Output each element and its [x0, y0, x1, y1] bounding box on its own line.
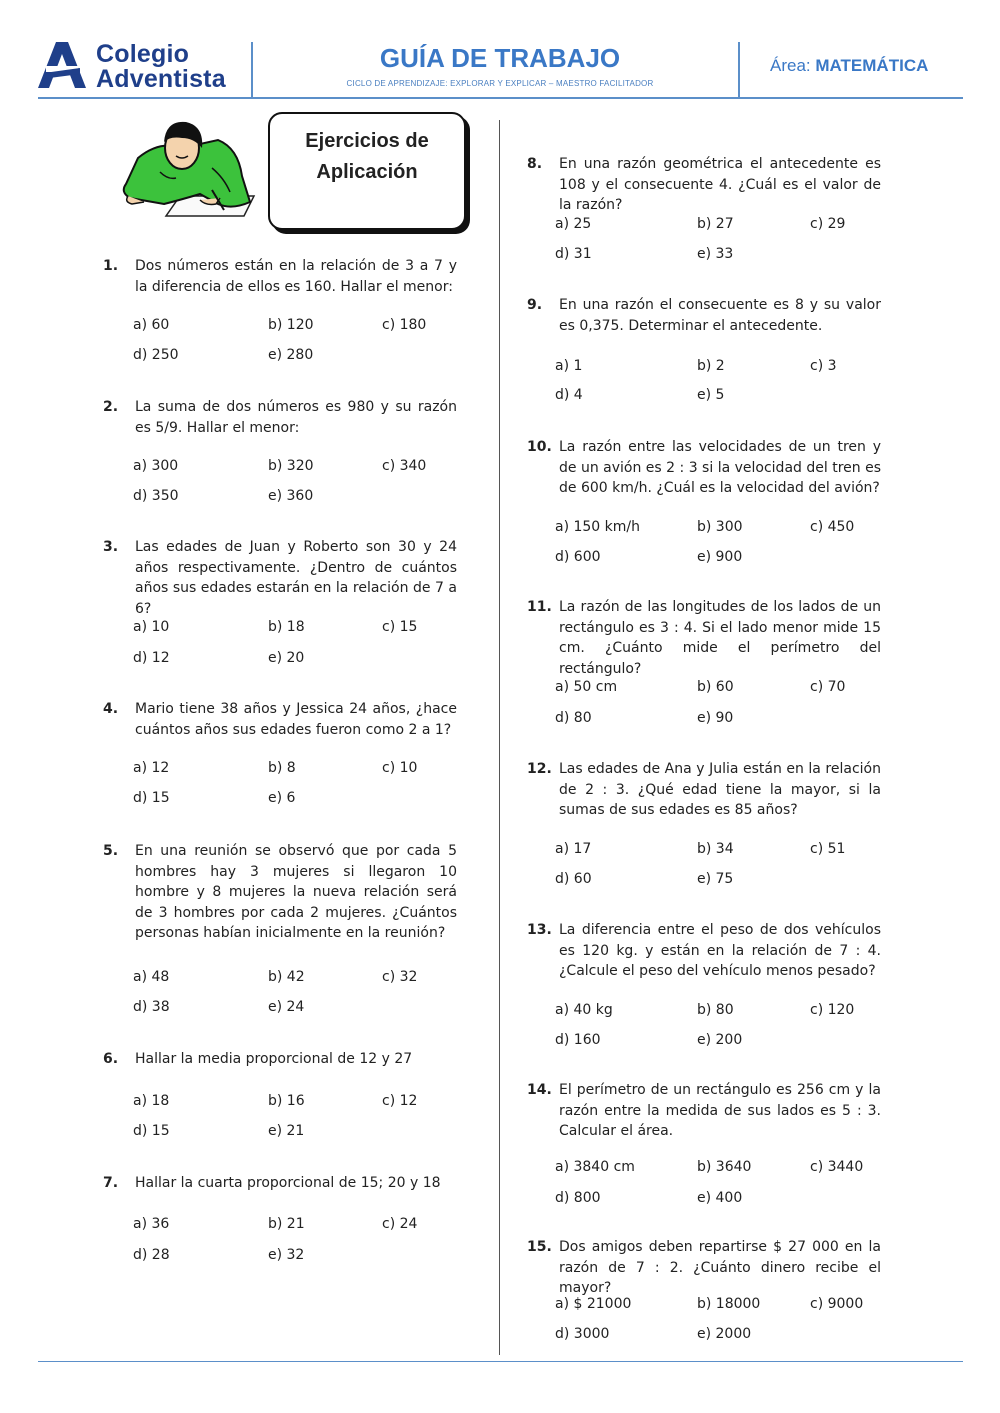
- answer-option[interactable]: e) 900: [697, 549, 743, 565]
- question-text: En una razón geométrica el antecedente es 108 y el consecuente 4. ¿Cuál es el valor de la razón?: [559, 156, 881, 213]
- question-number: 1.: [103, 258, 119, 274]
- question-text: Hallar la cuarta proporcional de 15; 20 y 18: [135, 1175, 441, 1191]
- question-text: El perímetro de un rectángulo es 256 cm y la razón entre la medida de sus lados es 5 : 3. Calcular el área.: [559, 1082, 881, 1139]
- logo-a-icon: [38, 42, 86, 88]
- question-number: 14.: [527, 1082, 552, 1098]
- answer-option[interactable]: e) 2000: [697, 1326, 752, 1342]
- answer-option[interactable]: e) 200: [697, 1032, 743, 1048]
- answer-option[interactable]: c) 180: [382, 317, 427, 333]
- answer-option[interactable]: e) 90: [697, 710, 734, 726]
- question-text: Las edades de Ana y Julia están en la relación de 2 : 3. ¿Qué edad tiene la mayor, si la sumas de sus edades es 85 años?: [559, 761, 881, 818]
- column-divider: [499, 120, 500, 1355]
- question-number: 6.: [103, 1051, 119, 1067]
- answer-option[interactable]: c) 3440: [810, 1159, 864, 1175]
- question-number: 2.: [103, 399, 119, 415]
- answer-option[interactable]: a) 3840 cm: [555, 1159, 635, 1175]
- answer-option[interactable]: b) 300: [697, 519, 743, 535]
- answer-option[interactable]: e) 75: [697, 871, 734, 887]
- answer-option[interactable]: c) 12: [382, 1093, 418, 1109]
- footer-rule: [38, 1361, 963, 1362]
- answer-option[interactable]: c) 29: [810, 216, 846, 232]
- answer-option[interactable]: a) 40 kg: [555, 1002, 613, 1018]
- header-rule: [38, 97, 963, 99]
- answer-option[interactable]: e) 20: [268, 650, 305, 666]
- answer-option[interactable]: b) 3640: [697, 1159, 752, 1175]
- school-name: [96, 42, 226, 92]
- answer-option[interactable]: b) 80: [697, 1002, 734, 1018]
- answer-option[interactable]: b) 320: [268, 458, 314, 474]
- answer-option[interactable]: c) 10: [382, 760, 418, 776]
- answer-option[interactable]: d) 4: [555, 387, 583, 403]
- section-title-line-1: Ejercicios de: [305, 130, 429, 152]
- answer-option[interactable]: c) 120: [810, 1002, 855, 1018]
- answer-option[interactable]: b) 8: [268, 760, 296, 776]
- answer-option[interactable]: a) 18: [133, 1093, 170, 1109]
- question-number: 15.: [527, 1239, 552, 1255]
- question-number: 12.: [527, 761, 552, 777]
- answer-option[interactable]: a) 25: [555, 216, 592, 232]
- answer-option[interactable]: a) 60: [133, 317, 170, 333]
- answer-option[interactable]: d) 12: [133, 650, 170, 666]
- answer-option[interactable]: c) 15: [382, 619, 418, 635]
- area-label: Área:: [770, 56, 811, 75]
- answer-option[interactable]: e) 5: [697, 387, 725, 403]
- answer-option[interactable]: b) 16: [268, 1093, 305, 1109]
- question-text: La razón entre las velocidades de un tren y de un avión es 2 : 3 si la velocidad del tren es de 600 km/h. ¿Cuál es la velocidad del avión?: [559, 439, 881, 496]
- header-divider-right: [738, 42, 740, 97]
- section-title-line-2: Aplicación: [316, 161, 418, 183]
- header-divider-left: [251, 42, 253, 97]
- question-number: 7.: [103, 1175, 119, 1191]
- answer-option[interactable]: d) 350: [133, 488, 179, 504]
- question-number: 8.: [527, 156, 543, 172]
- answer-option[interactable]: a) 17: [555, 841, 592, 857]
- answer-option[interactable]: e) 24: [268, 999, 305, 1015]
- question-number: 5.: [103, 843, 119, 859]
- answer-option[interactable]: d) 600: [555, 549, 601, 565]
- answer-option[interactable]: e) 400: [697, 1190, 743, 1206]
- answer-option[interactable]: c) 9000: [810, 1296, 864, 1312]
- answer-option[interactable]: d) 15: [133, 1123, 170, 1139]
- answer-option[interactable]: d) 80: [555, 710, 592, 726]
- question-text: La diferencia entre el peso de dos vehículos es 120 kg. y están en la relación de 7 : 4. ¿Calcule el peso del vehículo menos pesado?: [559, 922, 881, 979]
- answer-option[interactable]: c) 3: [810, 358, 837, 374]
- question-text: Dos amigos deben repartirse $ 27 000 en la razón de 7 : 2. ¿Cuánto dinero recibe el mayor?: [559, 1239, 881, 1296]
- question-number: 13.: [527, 922, 552, 938]
- answer-option[interactable]: d) 31: [555, 246, 592, 262]
- section-title: [270, 126, 464, 188]
- answer-option[interactable]: a) 300: [133, 458, 179, 474]
- answer-option[interactable]: d) 38: [133, 999, 170, 1015]
- answer-option[interactable]: e) 32: [268, 1247, 305, 1263]
- answer-option[interactable]: c) 70: [810, 679, 846, 695]
- answer-option[interactable]: a) 10: [133, 619, 170, 635]
- answer-option[interactable]: a) 36: [133, 1216, 170, 1232]
- answer-option[interactable]: a) 150 km/h: [555, 519, 640, 535]
- question-number: 11.: [527, 599, 552, 615]
- logo-line-2: Adventista: [96, 65, 226, 93]
- question-text: Las edades de Juan y Roberto son 30 y 24 años respectivamente. ¿Dentro de cuántos años sus edades estarán en la relación de 7 a 6?: [135, 539, 457, 617]
- answer-option[interactable]: a) 1: [555, 358, 583, 374]
- section-title-box: [268, 112, 466, 230]
- logo-line-1: Colegio: [96, 40, 190, 68]
- answer-option[interactable]: b) 2: [697, 358, 725, 374]
- answer-option[interactable]: c) 340: [382, 458, 427, 474]
- answer-option[interactable]: c) 32: [382, 969, 418, 985]
- answer-option[interactable]: b) 21: [268, 1216, 305, 1232]
- page-subtitle: CICLO DE APRENDIZAJE: EXPLORAR Y EXPLICAR – MAESTRO FACILITADOR: [346, 79, 654, 88]
- school-logo: [38, 40, 253, 95]
- subject-area: [770, 56, 928, 76]
- answer-option[interactable]: d) 800: [555, 1190, 601, 1206]
- answer-option[interactable]: b) 18000: [697, 1296, 761, 1312]
- answer-option[interactable]: d) 15: [133, 790, 170, 806]
- answer-option[interactable]: e) 21: [268, 1123, 305, 1139]
- answer-option[interactable]: a) 48: [133, 969, 170, 985]
- answer-option[interactable]: b) 60: [697, 679, 734, 695]
- answer-option[interactable]: c) 24: [382, 1216, 418, 1232]
- answer-option[interactable]: d) 160: [555, 1032, 601, 1048]
- answer-option[interactable]: b) 120: [268, 317, 314, 333]
- question-number: 10.: [527, 439, 552, 455]
- answer-option[interactable]: c) 51: [810, 841, 846, 857]
- answer-option[interactable]: e) 360: [268, 488, 314, 504]
- answer-option[interactable]: c) 450: [810, 519, 855, 535]
- answer-option[interactable]: b) 42: [268, 969, 305, 985]
- answer-option[interactable]: d) 250: [133, 347, 179, 363]
- answer-option[interactable]: e) 33: [697, 246, 734, 262]
- answer-option[interactable]: d) 60: [555, 871, 592, 887]
- answer-option[interactable]: a) $ 21000: [555, 1296, 632, 1312]
- answer-option[interactable]: b) 18: [268, 619, 305, 635]
- question-text: Hallar la media proporcional de 12 y 27: [135, 1051, 413, 1067]
- student-writing-illustration: [120, 118, 260, 218]
- page-title: GUÍA DE TRABAJO: [379, 43, 621, 73]
- question-number: 3.: [103, 539, 119, 555]
- question-text: En una razón el consecuente es 8 y su valor es 0,375. Determinar el antecedente.: [559, 297, 881, 334]
- answer-option[interactable]: b) 27: [697, 216, 734, 232]
- area-value: MATEMÁTICA: [815, 56, 929, 75]
- question-text: Dos números están en la relación de 3 a 7 y la diferencia de ellos es 160. Hallar el menor:: [135, 258, 457, 295]
- answer-option[interactable]: a) 50 cm: [555, 679, 618, 695]
- question-text: En una reunión se observó que por cada 5 hombres hay 3 mujeres si llegaron 10 hombre y 8 mujeres la nueva relación será de 3 hombres por cada 2 mujeres. ¿Cuántos personas habían inicialmente en la reunión?: [135, 843, 457, 941]
- answer-option[interactable]: e) 280: [268, 347, 314, 363]
- question-text: La razón de las longitudes de los lados de un rectángulo es 3 : 4. Si el lado menor mide 15 cm. ¿Cuánto mide el perímetro del rectángulo?: [559, 599, 881, 677]
- question-number: 9.: [527, 297, 543, 313]
- answer-option[interactable]: e) 6: [268, 790, 296, 806]
- question-text: La suma de dos números es 980 y su razón es 5/9. Hallar el menor:: [135, 399, 457, 436]
- page-header: [0, 0, 1000, 100]
- answer-option[interactable]: d) 28: [133, 1247, 170, 1263]
- question-text: Mario tiene 38 años y Jessica 24 años, ¿hace cuántos años sus edades fueron como 2 a 1?: [135, 701, 457, 738]
- question-number: 4.: [103, 701, 119, 717]
- answer-option[interactable]: d) 3000: [555, 1326, 610, 1342]
- answer-option[interactable]: b) 34: [697, 841, 734, 857]
- answer-option[interactable]: a) 12: [133, 760, 170, 776]
